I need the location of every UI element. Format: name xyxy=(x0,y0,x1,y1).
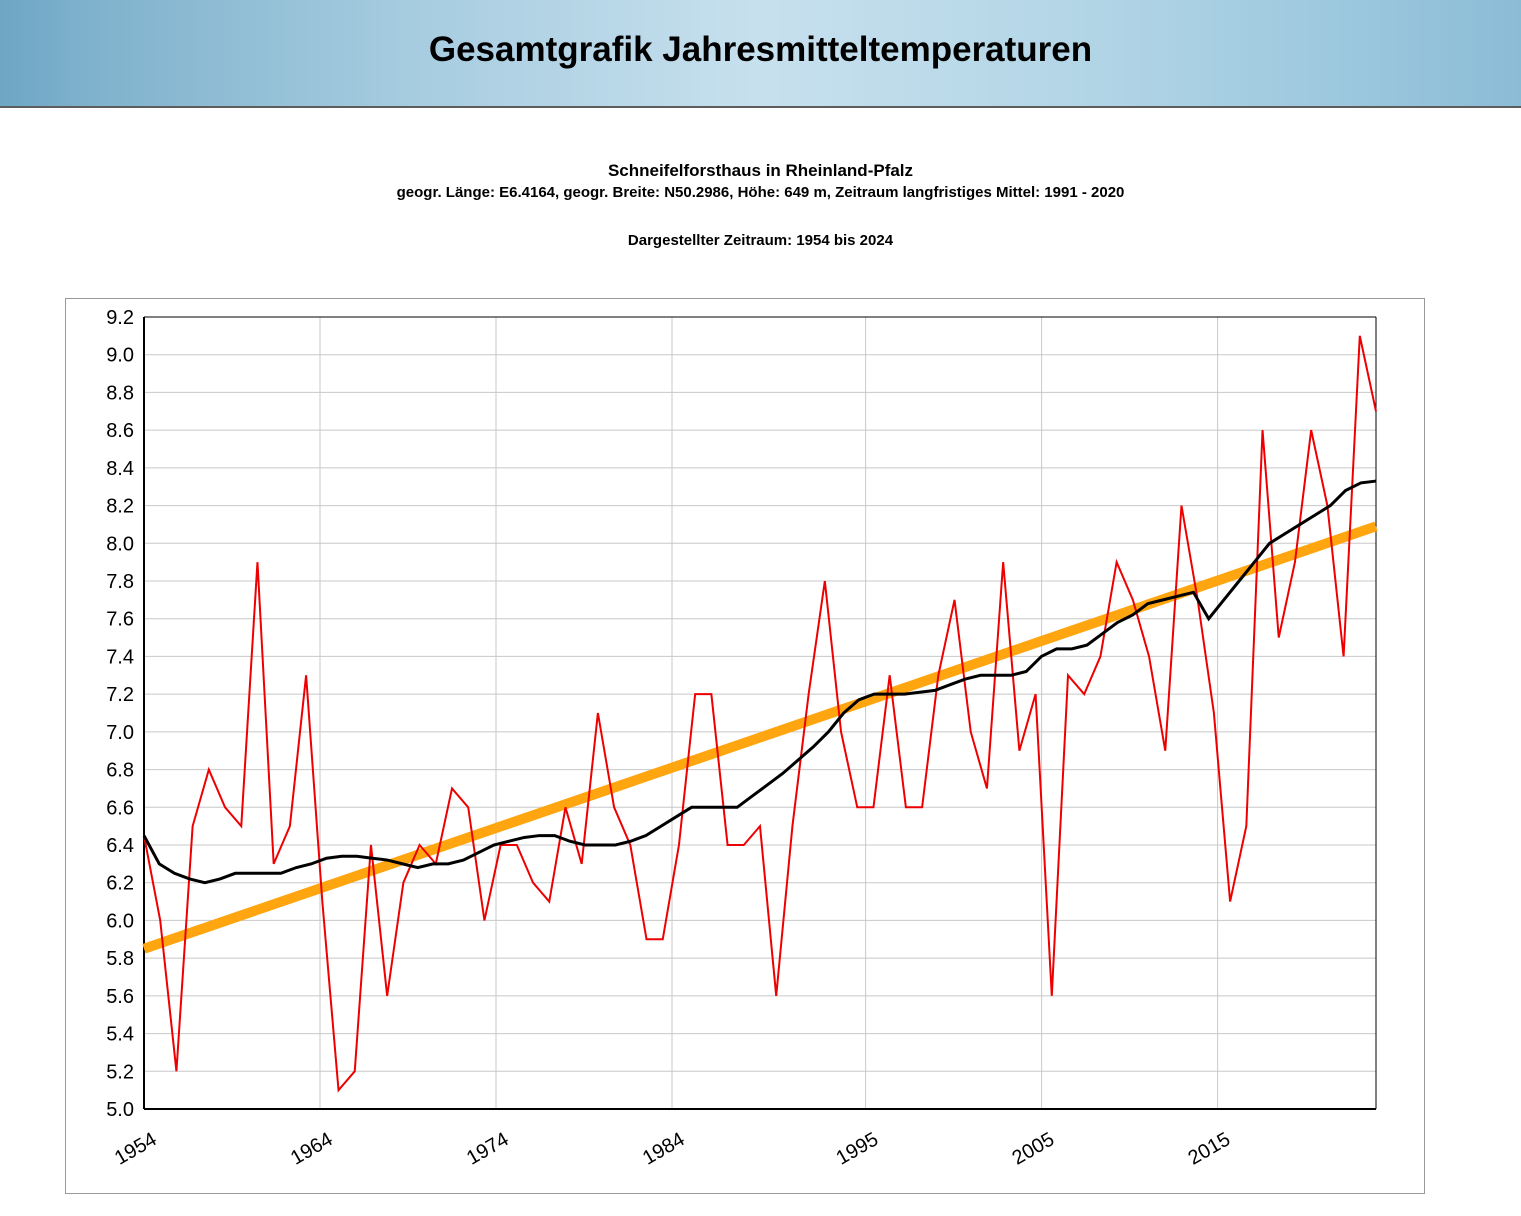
x-axis-tick-label: 1995 xyxy=(832,1128,883,1170)
y-axis-tick-label: 6.0 xyxy=(106,910,134,933)
y-axis-tick-label: 5.2 xyxy=(106,1061,134,1084)
y-axis-tick-label: 8.8 xyxy=(106,382,134,405)
y-axis-tick-label: 6.8 xyxy=(106,759,134,782)
x-axis-tick-label: 1974 xyxy=(462,1128,513,1170)
y-axis-tick-label: 5.0 xyxy=(106,1099,134,1121)
page-title: Gesamtgrafik Jahresmitteltemperaturen xyxy=(428,30,1093,69)
temperature-line-chart xyxy=(66,299,1424,1193)
y-axis-tick-label: 6.4 xyxy=(106,835,134,857)
y-axis-tick-label: 5.8 xyxy=(106,948,134,971)
y-axis-tick-label: 6.6 xyxy=(106,797,134,820)
y-axis-tick-label: 7.6 xyxy=(106,608,134,631)
header-banner xyxy=(0,0,1521,108)
y-axis-tick-label: 5.6 xyxy=(106,985,134,1008)
x-axis-tick-label: 1964 xyxy=(286,1128,337,1170)
x-axis-tick-label: 2005 xyxy=(1008,1128,1059,1170)
y-axis-tick-label: 8.6 xyxy=(106,420,134,443)
y-axis-tick-label: 5.4 xyxy=(106,1023,134,1046)
y-axis-tick-label: 7.2 xyxy=(106,684,134,707)
chart-frame xyxy=(65,298,1425,1194)
chart-caption xyxy=(0,160,1521,252)
y-axis-tick-label: 7.8 xyxy=(106,571,134,593)
y-axis-tick-label: 8.4 xyxy=(106,457,134,480)
x-axis-tick-label: 1954 xyxy=(110,1128,161,1170)
x-axis-tick-label: 1984 xyxy=(638,1128,689,1170)
station-name: Schneifelforsthaus in Rheinland-Pfalz xyxy=(607,161,914,180)
station-coordinates: geogr. Länge: E6.4164, geogr. Breite: N50.2986, Höhe: 649 m, Zeitraum langfristiges Mittel: 1991 - 2020 xyxy=(396,184,1125,201)
displayed-period: Dargestellter Zeitraum: 1954 bis 2024 xyxy=(627,232,894,249)
y-axis-tick-label: 7.0 xyxy=(106,721,134,744)
trend-line xyxy=(144,526,1376,948)
y-axis-tick-label: 9.2 xyxy=(106,307,134,329)
y-axis-tick-label: 9.0 xyxy=(106,344,134,367)
x-axis-tick-label: 2015 xyxy=(1184,1128,1235,1170)
y-axis-tick-label: 7.4 xyxy=(106,646,134,669)
y-axis-tick-label: 6.2 xyxy=(106,872,134,895)
y-axis-tick-label: 8.0 xyxy=(106,533,134,556)
annual-temperature-line xyxy=(144,336,1376,1090)
moving-average-line xyxy=(144,481,1376,883)
y-axis-tick-label: 8.2 xyxy=(106,495,134,518)
